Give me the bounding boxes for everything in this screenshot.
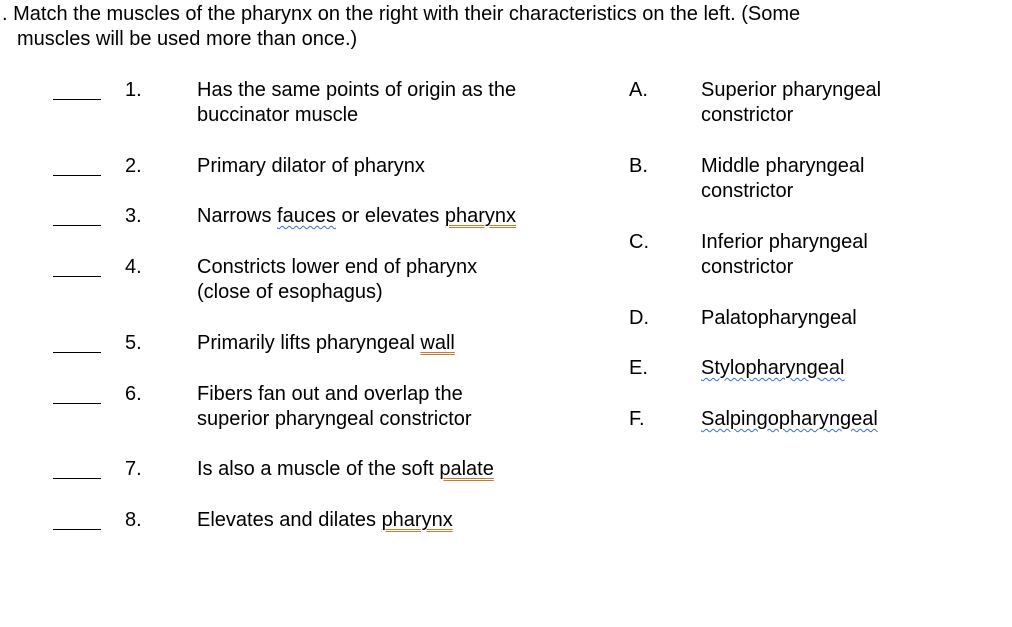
answer-letter-c: C.	[629, 231, 649, 253]
question-6-line-1: Fibers fan out and overlap the	[197, 383, 463, 405]
question-7-pre: Is also a muscle of the soft	[197, 458, 440, 480]
answer-letter-e: E.	[629, 357, 648, 379]
question-number-1: 1.	[125, 79, 142, 101]
answer-text-e: Stylopharyngeal	[701, 357, 845, 379]
question-number-7: 7.	[125, 458, 142, 480]
question-number-3: 3.	[125, 205, 142, 227]
answer-b-line-1: Middle pharyngeal	[701, 155, 865, 177]
question-number-4: 4.	[125, 256, 142, 278]
question-text-2: Primary dilator of pharynx	[197, 155, 425, 177]
question-4-line-1: Constricts lower end of pharynx	[197, 256, 478, 278]
answer-c-line-1: Inferior pharyngeal	[701, 231, 868, 253]
question-text-8	[197, 508, 453, 533]
answer-text-d: Palatopharyngeal	[701, 307, 857, 329]
answer-blank-6[interactable]	[53, 403, 101, 404]
answer-b-line-2: constrictor	[701, 180, 794, 202]
answer-text-f: Salpingopharyngeal	[701, 408, 878, 430]
question-number-6: 6.	[125, 383, 142, 405]
question-text-1	[197, 78, 516, 128]
answer-blank-4[interactable]	[53, 276, 101, 277]
answer-blank-1[interactable]	[53, 99, 101, 100]
instructions-line-2: muscles will be used more than once.)	[17, 28, 358, 50]
instructions-line-1: Match the muscles of the pharynx on the right with their characteristics on the left. (Some	[13, 3, 801, 25]
answer-blank-5[interactable]	[53, 352, 101, 353]
question-5-word-wall: wall	[420, 332, 455, 354]
question-4-line-2: (close of esophagus)	[197, 281, 383, 303]
question-text-4	[197, 255, 477, 305]
question-3-mid: or elevates	[335, 205, 445, 227]
question-number-2: 2.	[125, 155, 142, 177]
question-8-pre: Elevates and dilates	[197, 509, 382, 531]
answer-a-line-2: constrictor	[701, 104, 794, 126]
question-text-7	[197, 457, 494, 482]
answer-text-b	[701, 154, 864, 204]
question-8-word-pharynx: pharynx	[381, 509, 453, 531]
answer-text-a	[701, 78, 881, 128]
answer-blank-8[interactable]	[53, 529, 101, 530]
question-1-line-1: Has the same points of origin as the	[197, 79, 517, 101]
answer-blank-7[interactable]	[53, 478, 101, 479]
question-1-line-2: buccinator muscle	[197, 104, 359, 126]
question-text-5	[197, 331, 455, 356]
instructions-prefix: .	[2, 3, 8, 25]
answer-letter-d: D.	[629, 307, 649, 329]
question-text-3	[197, 204, 516, 229]
question-3-word-fauces: fauces	[277, 205, 336, 227]
question-3-pre: Narrows	[197, 205, 278, 227]
answer-blank-2[interactable]	[53, 175, 101, 176]
question-5-pre: Primarily lifts pharyngeal	[197, 332, 421, 354]
question-number-8: 8.	[125, 509, 142, 531]
answer-letter-b: B.	[629, 155, 648, 177]
question-6-line-2: superior pharyngeal constrictor	[197, 408, 472, 430]
answer-letter-a: A.	[629, 79, 648, 101]
answer-blank-3[interactable]	[53, 225, 101, 226]
answer-letter-f: F.	[629, 408, 645, 430]
question-text-6	[197, 382, 472, 432]
answer-c-line-2: constrictor	[701, 256, 794, 278]
answer-a-line-1: Superior pharyngeal	[701, 79, 882, 101]
answer-text-c	[701, 230, 868, 280]
question-7-word-palate: palate	[439, 458, 494, 480]
question-number-5: 5.	[125, 332, 142, 354]
question-3-word-pharynx: pharynx	[444, 205, 517, 227]
instructions	[2, 2, 800, 52]
